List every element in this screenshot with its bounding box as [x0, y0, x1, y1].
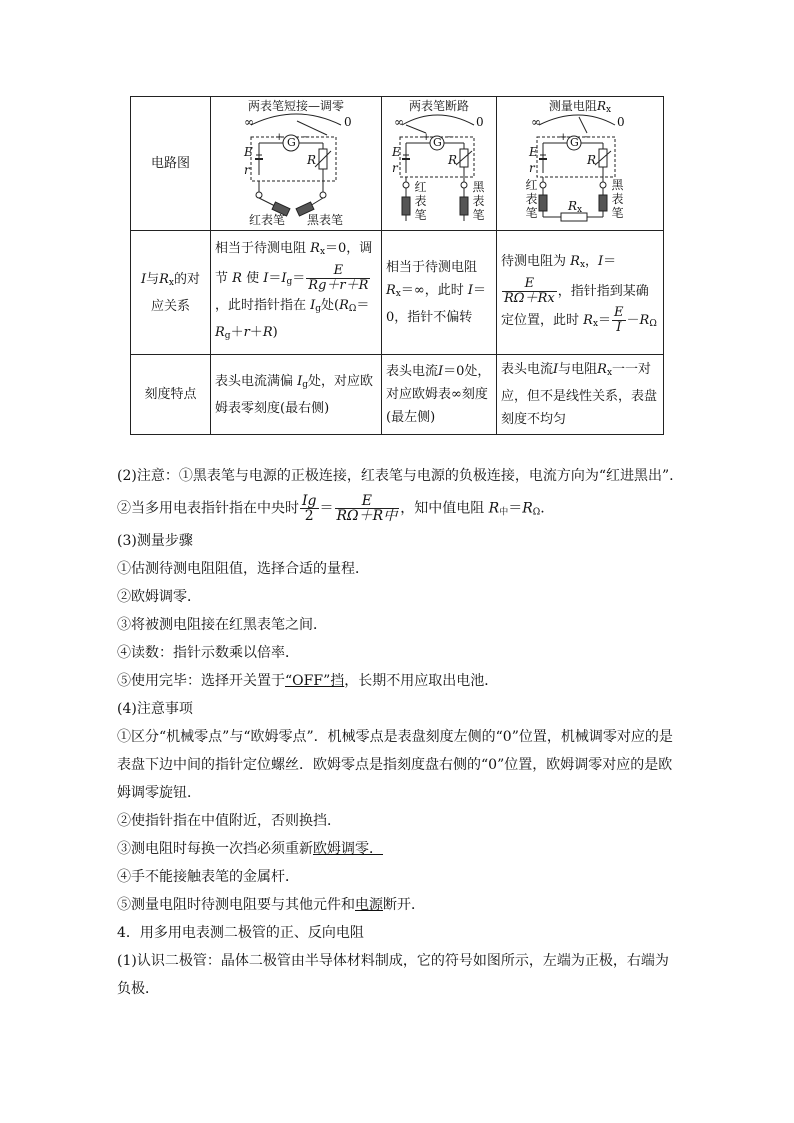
row-header-scale: 刻度特点 [131, 355, 211, 435]
step-5: ⑤使用完毕：选择开关置于“OFF”挡，长期不用应取出电池． [117, 672, 499, 689]
cell-relation-open: 相当于待测电阻 $R_x=\infty$，此时 I＝0，指针不偏转 [382, 231, 497, 355]
step-1: ①估测待测电阻阻值，选择合适的量程． [117, 560, 369, 577]
formula-fraction: $\frac{Ig}{2}$ [302, 493, 317, 524]
caution-1: ①区分“机械零点”与“欧姆零点”．机械零点是表盘刻度左侧的“0”位置，机械调零对应的是表盘下边中间的指针定位螺丝．欧姆零点是指刻度盘右侧的“0”位置，欧姆调零对应的是欧姆调零旋钮． [117, 728, 673, 801]
plus-mark: + [422, 132, 431, 143]
black-probe-label-1: 黑 [472, 180, 485, 194]
cell-scale-measure: 表头电流I与电阻$R_x$一一对应，但不是线性关系，表盘刻度不均匀 [497, 355, 664, 435]
red-probe-label-3: 笔 [525, 206, 538, 220]
zero-mark: 0 [617, 115, 625, 129]
minus-mark: − [302, 132, 311, 143]
galvanometer-label: G [433, 136, 442, 149]
black-probe-label: 黑表笔 [307, 213, 344, 227]
black-probe-label-2: 表 [611, 192, 624, 206]
black-probe [460, 197, 468, 215]
black-probe-label-2: 表 [472, 194, 485, 208]
notes-section [117, 462, 677, 1003]
row-header-relation: I与$R_x$的对应关系 [131, 231, 211, 355]
emf-label: E [392, 145, 401, 159]
cell-scale-short: 表头电流满偏 $I_g$处，对应欧姆表零刻度(最右侧) [211, 355, 382, 435]
section-3-title: (3)测量步骤 [117, 532, 193, 549]
red-probe-label-2: 表 [525, 192, 538, 206]
note-2-para-2: ②当多用电表指针指在中央时 $\frac{Ig}{2}$ ＝ $\frac{E}{\text{RΩ＋R中}}$ ，知中值电阻 $R_中=R_\Omega$. [117, 493, 545, 524]
plus-mark: + [275, 132, 284, 143]
table-row-circuit [131, 97, 664, 231]
ohmmeter-comparison-table [130, 96, 664, 435]
diagram-title: 两表笔短接—调零 [247, 99, 344, 113]
caution-2: ②使指针指在中值附近，否则换挡． [117, 812, 341, 829]
infinity-mark: ∞ [394, 115, 404, 129]
diode-para-1: (1)认识二极管：晶体二极管由半导体材料制成，它的符号如图所示，左端为正极，右端为负极． [117, 952, 669, 997]
formula-fraction: $\frac{E}{Rg+r+R}$ [308, 263, 369, 293]
cell-scale-open: 表头电流I＝0处，对应欧姆表∞刻度(最左侧) [382, 355, 497, 435]
resistor-label: R [448, 153, 458, 167]
circuit-diagram-measure [497, 97, 663, 230]
table-row-relation [131, 231, 664, 355]
black-probe-label-3: 笔 [611, 206, 624, 220]
emf-label: E [244, 145, 253, 159]
emf-label: E [529, 145, 538, 159]
caution-5: ⑤测量电阻时待测电阻要与其他元件和电源断开． [117, 896, 425, 913]
caution-4: ④手不能接触表笔的金属杆． [117, 868, 299, 885]
resistor-label: R [307, 153, 317, 167]
cell-diagram-short [211, 97, 382, 231]
circuit-drawing [211, 97, 382, 230]
plus-mark: + [559, 132, 568, 143]
red-probe [402, 197, 410, 215]
cell-relation-measure: 待测电阻为 $R_x$，I＝ $\frac{E}{R\Omega+Rx}$ ，指针指到某确定位置，此时 $R_x=$ $\frac{E}{I}$ $-R_\Omega$ [497, 231, 664, 355]
red-probe [539, 195, 547, 211]
step-3: ③将被测电阻接在红黑表笔之间． [117, 616, 327, 633]
rx-label: $R_x$ [568, 199, 583, 215]
internal-resistance-label: r [392, 161, 398, 175]
red-probe-label: 红表笔 [249, 213, 286, 227]
formula-fraction: $\frac{E}{\text{RΩ＋R中}}$ [336, 493, 398, 524]
internal-resistance-label: r [529, 161, 535, 175]
caution-3: ③测电阻时每换一次挡必须重新欧姆调零． [117, 840, 383, 857]
zero-mark: 0 [344, 115, 352, 129]
infinity-mark: ∞ [531, 115, 541, 129]
red-probe-label-1: 红 [525, 178, 538, 192]
red-probe-label-3: 笔 [414, 208, 427, 222]
circuit-diagram-short-zero [211, 97, 381, 230]
galvanometer-label: G [287, 136, 296, 149]
table-row-scale [131, 355, 664, 435]
minus-mark: − [446, 132, 455, 143]
red-probe-label-1: 红 [414, 180, 427, 194]
minus-mark: − [583, 132, 592, 143]
circuit-diagram-open [382, 97, 496, 230]
black-probe-label-1: 黑 [611, 178, 624, 192]
black-probe [599, 195, 607, 211]
section-4-title: (4)注意事项 [117, 700, 193, 717]
note-2-para-1: (2)注意：①黑表笔与电源的正极连接，红表笔与电源的负极连接，电流方向为“红进黑出”. [117, 468, 674, 484]
cell-diagram-measure [497, 97, 664, 231]
formula-fraction: $\frac{E}{R\Omega+Rx}$ [504, 275, 555, 306]
internal-resistance-label: r [244, 163, 250, 177]
diagram-title: 测量电阻$R_x$ [548, 99, 612, 115]
resistor-label: R [587, 153, 597, 167]
zero-mark: 0 [476, 115, 484, 129]
red-probe-label-2: 表 [414, 194, 427, 208]
row-header-circuit: 电路图 [131, 97, 211, 231]
scale-arc [402, 115, 474, 125]
black-probe-label-3: 笔 [472, 208, 485, 222]
galvanometer-label: G [570, 136, 579, 149]
scale-arc [251, 114, 341, 125]
step-2: ②欧姆调零． [117, 588, 201, 605]
formula-fraction: $\frac{E}{I}$ [614, 304, 624, 335]
step-4: ④读数：指针示数乘以倍率． [117, 644, 299, 661]
cell-diagram-open [382, 97, 497, 231]
cell-relation-short: 相当于待测电阻 $R_x=0$，调节 R 使 $I=I_g=$ $\frac{E}{Rg+r+R}$ ，此时指针指在 $I_g$处$(R_\Omega=R_g+r+R)$ [211, 231, 382, 355]
section-diode-title: 4．用多用电表测二极管的正、反向电阻 [117, 924, 364, 941]
scale-arc [539, 115, 615, 125]
diagram-title: 两表笔断路 [408, 99, 469, 113]
infinity-mark: ∞ [244, 115, 254, 129]
